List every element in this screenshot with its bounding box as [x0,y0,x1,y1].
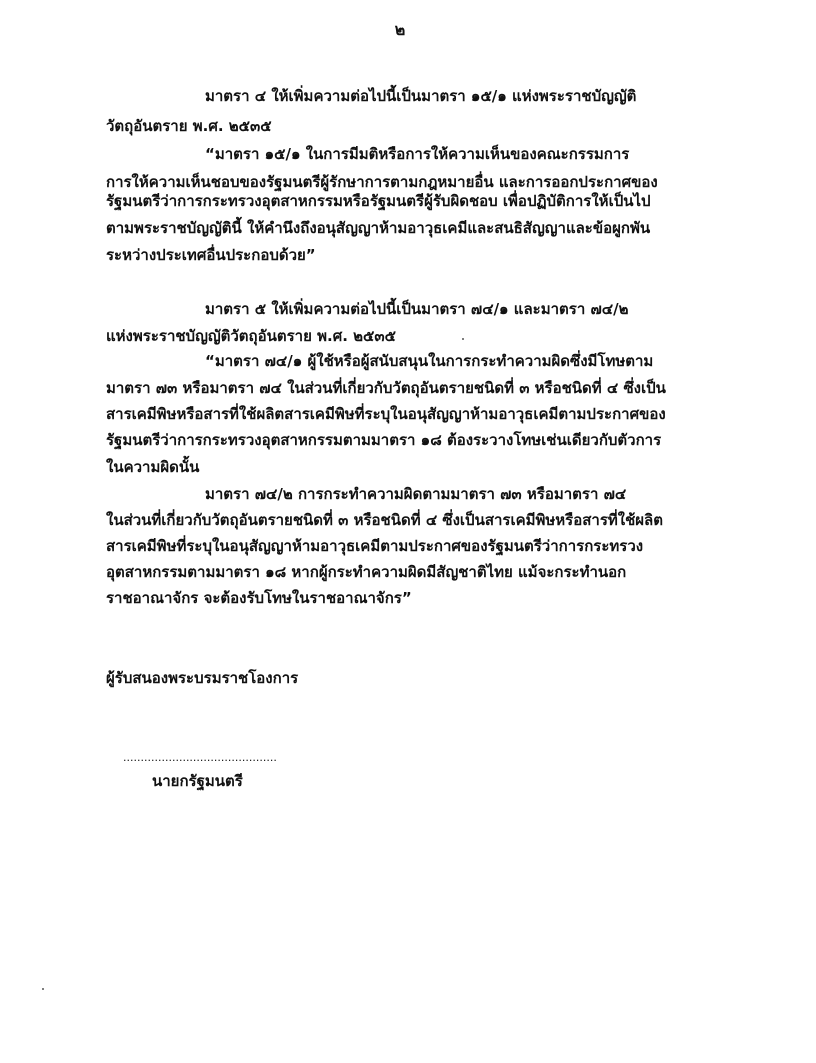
section5-intro-line2: แห่งพระราชบัญญัติวัตถุอันตราย พ.ศ. ๒๕๓๕ [106,327,396,345]
section74-2-line: สารเคมีพิษที่ระบุในอนุสัญญาห้ามอาวุธเคมีตามประกาศของรัฐมนตรีว่าการกระทรวง [106,537,644,555]
section74-1-line: “มาตรา ๗๔/๑ ผู้ใช้หรือผู้สนับสนุนในการกระทำความผิดซึ่งมีโทษตาม [205,352,654,370]
page-number: ๒ [394,20,406,39]
section74-2-line: อุตสาหกรรมตามมาตรา ๑๘ หากผู้กระทำความผิดมีสัญชาติไทย แม้จะกระทำนอก [106,563,627,581]
prime-minister-title: นายกรัฐมนตรี [152,772,243,790]
section4-intro-line2: วัตถุอันตราย พ.ศ. ๒๕๓๕ [106,117,272,135]
section74-1-line: มาตรา ๗๓ หรือมาตรา ๗๔ ในส่วนที่เกี่ยวกับวัตถุอันตรายชนิดที่ ๓ หรือชนิดที่ ๔ ซึ่งเป็น [106,379,666,397]
section4-quote-line: การให้ความเห็นชอบของรัฐมนตรีผู้รักษาการตามกฎหมายอื่น และการออกประกาศของ [106,173,658,191]
section4-quote-line: ตามพระราชบัญญัตินี้ ให้คำนึงถึงอนุสัญญาห้ามอาวุธเคมีและสนธิสัญญาและข้อผูกพัน [106,219,651,237]
scan-speck [462,338,464,340]
section74-1-line: ในความผิดนั้น [106,458,200,476]
section4-quote-line: “มาตรา ๑๕/๑ ในการมีมติหรือการให้ความเห็นของคณะกรรมการ [205,145,630,163]
section4-quote-line: รัฐมนตรีว่าการกระทรวงอุตสาหกรรมหรือรัฐมนตรีผู้รับผิดชอบ เพื่อปฏิบัติการให้เป็นไป [106,192,651,210]
section4-quote-line: ระหว่างประเทศอื่นประกอบด้วย” [106,246,316,264]
section74-2-line: มาตรา ๗๔/๒ การกระทำความผิดตามมาตรา ๗๓ หรือมาตรา ๗๔ [205,485,627,503]
section74-1-line: สารเคมีพิษหรือสารที่ใช้ผลิตสารเคมีพิษที่ระบุในอนุสัญญาห้ามอาวุธเคมีตามประกาศของ [106,405,666,423]
section4-intro-line1: มาตรา ๔ ให้เพิ่มความต่อไปนี้เป็นมาตรา ๑๕/๑ แห่งพระราชบัญญัติ [205,87,637,105]
signature-line: ............................................ [123,751,277,764]
section74-1-line: รัฐมนตรีว่าการกระทรวงอุตสาหกรรมตามมาตรา ๑๘ ต้องระวางโทษเช่นเดียวกับตัวการ [106,431,662,449]
scan-speck [42,988,44,990]
section74-2-line: ในส่วนที่เกี่ยวกับวัตถุอันตรายชนิดที่ ๓ หรือชนิดที่ ๔ ซึ่งเป็นสารเคมีพิษหรือสารที่ใช้ผลิต [106,511,663,529]
section74-2-line: ราชอาณาจักร จะต้องรับโทษในราชอาณาจักร” [106,589,412,607]
countersign-label: ผู้รับสนองพระบรมราชโองการ [106,669,299,687]
section5-intro-line1: มาตรา ๕ ให้เพิ่มความต่อไปนี้เป็นมาตรา ๗๔/๑ และมาตรา ๗๔/๒ [205,300,629,318]
